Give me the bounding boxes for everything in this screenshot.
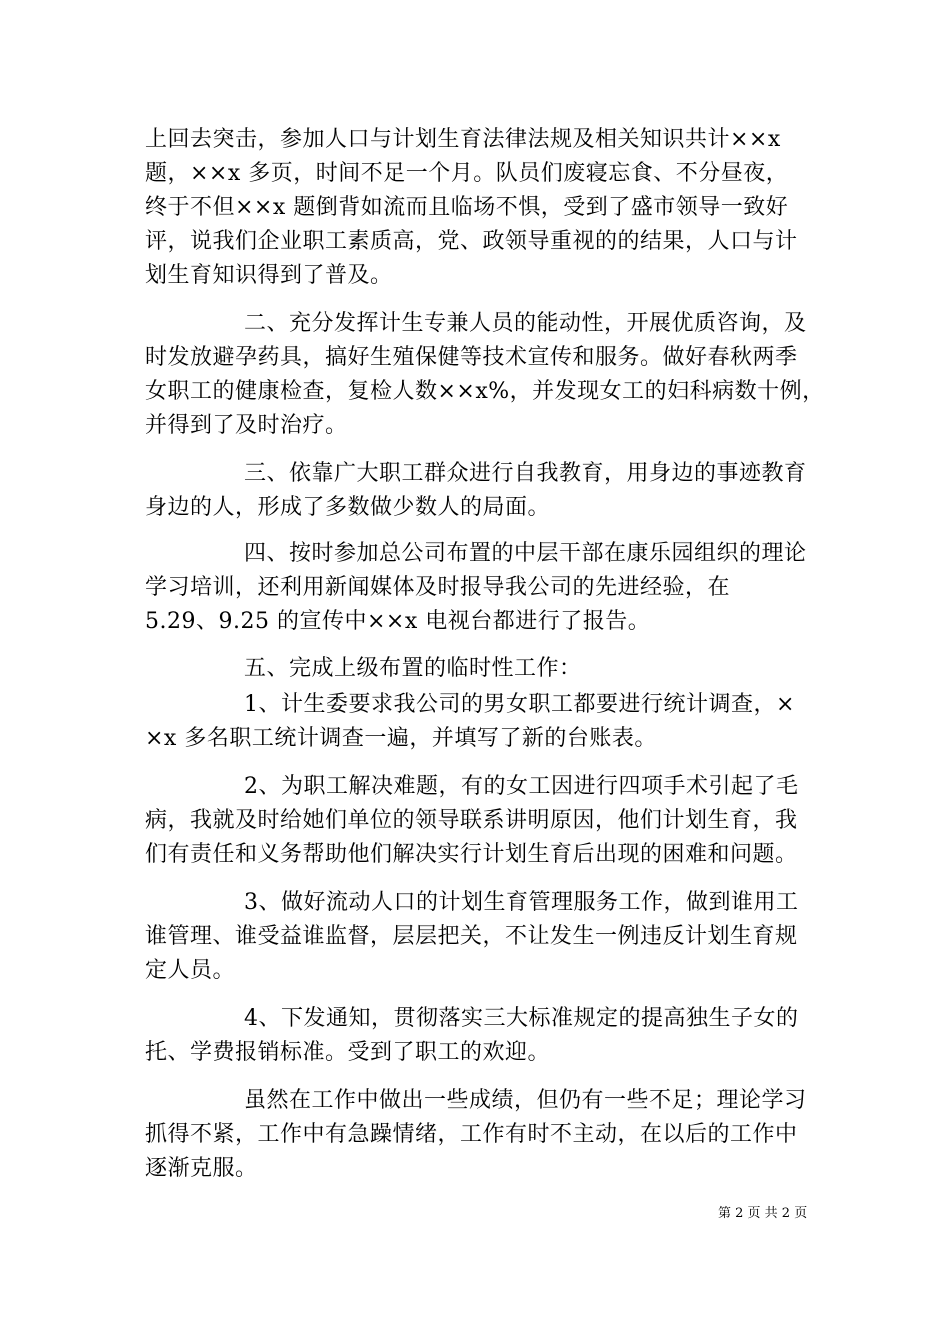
text-line: 二、充分发挥计生专兼人员的能动性，开展优质咨询，及 — [244, 311, 807, 336]
text-line: 们有责任和义务帮助他们解决实行计划生育后出现的困难和问题。 — [145, 842, 798, 867]
text-line: 五、完成上级布置的临时性工作： — [244, 656, 582, 681]
text-line: 1、计生委要求我公司的男女职工都要进行统计调查，× — [244, 692, 795, 717]
text-line: 上回去突击，参加人口与计划生育法律法规及相关知识共计××x — [145, 127, 781, 152]
text-line: 5.29、9.25 的宣传中××x 电视台都进行了报告。 — [145, 609, 651, 634]
text-line: 虽然在工作中做出一些成绩，但仍有一些不足；理论学习 — [244, 1088, 807, 1113]
text-line: 3、做好流动人口的计划生育管理服务工作，做到谁用工 — [244, 890, 799, 915]
text-line: 抓得不紧，工作中有急躁情绪，工作有时不主动，在以后的工作中 — [145, 1122, 798, 1147]
text-line: 定人员。 — [145, 958, 236, 983]
text-line: 2、为职工解决难题，有的女工因进行四项手术引起了毛 — [244, 774, 799, 799]
text-line: 终于不但××x 题倒背如流而且临场不惧，受到了盛市领导一致好 — [145, 195, 789, 220]
text-line: 划生育知识得到了普及。 — [145, 263, 393, 288]
text-line: 谁管理、谁受益谁监督，层层把关，不让发生一例违反计划生育规 — [145, 924, 798, 949]
text-line: 三、依靠广大职工群众进行自我教育，用身边的事迹教育 — [244, 461, 807, 486]
text-line: 女职工的健康检查，复检人数××x%，并发现女工的妇科病数十例， — [145, 379, 825, 404]
text-line: 托、学费报销标准。受到了职工的欢迎。 — [145, 1040, 551, 1065]
text-line: 身边的人，形成了多数做少数人的局面。 — [145, 495, 551, 520]
text-line: 四、按时参加总公司布置的中层干部在康乐园组织的理论 — [244, 541, 807, 566]
text-line: 病，我就及时给她们单位的领导联系讲明原因，他们计划生育，我 — [145, 808, 798, 833]
page-number: 第 2 页 共 2 页 — [718, 1206, 808, 1221]
text-line: 并得到了及时治疗。 — [145, 413, 348, 438]
text-line: 学习培训，还利用新闻媒体及时报导我公司的先进经验，在 — [145, 575, 731, 600]
text-line: 逐渐克服。 — [145, 1156, 258, 1181]
text-line: 时发放避孕药具，搞好生殖保健等技术宣传和服务。做好春秋两季 — [145, 345, 798, 370]
text-line: 4、下发通知，贯彻落实三大标准规定的提高独生子女的 — [244, 1006, 799, 1031]
text-line: 评，说我们企业职工素质高，党、政领导重视的的结果，人口与计 — [145, 229, 798, 254]
text-line: ×x 多名职工统计调查一遍，并填写了新的台账表。 — [145, 726, 657, 751]
text-line: 题，××x 多页，时间不足一个月。队员们废寝忘食、不分昼夜， — [145, 161, 789, 186]
